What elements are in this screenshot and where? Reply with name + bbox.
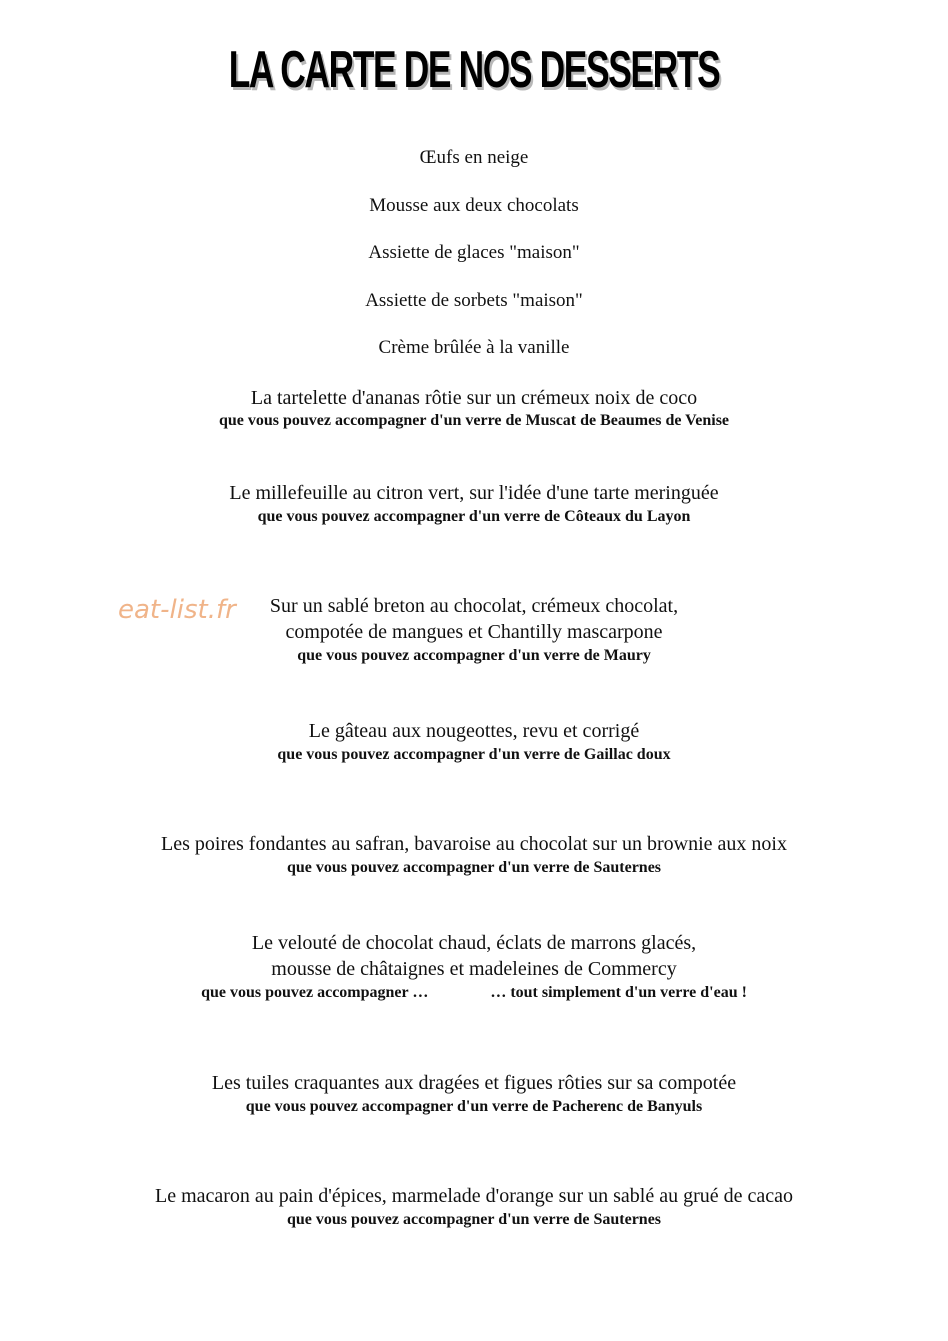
dessert-item-glaces: Assiette de glaces "maison" — [368, 242, 580, 263]
dessert-item-sorbets: Assiette de sorbets "maison" — [365, 290, 583, 311]
dessert-tuiles-craquantes: Les tuiles craquantes aux dragées et figues rôties sur sa compotée — [211, 1072, 737, 1094]
menu-title: LA CARTE DE NOS DESSERTS — [228, 41, 720, 99]
wine-pairing: que vous pouvez accompagner d'un verre de Gaillac doux — [277, 746, 671, 763]
pairing-part-1: que vous pouvez accompagner … — [201, 984, 429, 1001]
wine-pairing-water — [0, 982, 948, 1004]
wine-pairing: que vous pouvez accompagner d'un verre de Sauternes — [286, 1211, 662, 1228]
wine-pairing: que vous pouvez accompagner d'un verre de Maury — [297, 647, 651, 664]
dessert-sable-breton-line1: Sur un sablé breton au chocolat, crémeux chocolat, — [269, 595, 679, 617]
pairing-part-2: … tout simplement d'un verre d'eau ! — [490, 984, 747, 1001]
wine-pairing: que vous pouvez accompagner d'un verre de Côteaux du Layon — [257, 508, 691, 525]
dessert-item-creme-brulee: Crème brûlée à la vanille — [378, 337, 570, 358]
wine-pairing: que vous pouvez accompagner d'un verre de Sauternes — [286, 859, 662, 876]
dessert-millefeuille: Le millefeuille au citron vert, sur l'idée d'une tarte meringuée — [229, 482, 719, 504]
dessert-sable-breton-line2: compotée de mangues et Chantilly mascarpone — [285, 621, 663, 643]
dessert-poires-fondantes: Les poires fondantes au safran, bavaroise au chocolat sur un brownie aux noix — [161, 833, 787, 855]
dessert-tartelette-ananas: La tartelette d'ananas rôtie sur un crémeux noix de coco — [250, 387, 698, 409]
dessert-item-oeufs-en-neige: Œufs en neige — [419, 147, 529, 168]
dessert-veloute-chocolat-line2: mousse de châtaignes et madeleines de Commercy — [271, 958, 677, 980]
watermark-logo: eat-list.fr — [118, 595, 236, 625]
dessert-macaron-pain-epices: Le macaron au pain d'épices, marmelade d'orange sur un sablé au grué de cacao — [154, 1185, 794, 1207]
dessert-gateau-nougeottes: Le gâteau aux nougeottes, revu et corrigé — [308, 720, 640, 742]
dessert-item-mousse: Mousse aux deux chocolats — [369, 195, 579, 216]
wine-pairing: que vous pouvez accompagner d'un verre de Muscat de Beaumes de Venise — [218, 412, 730, 429]
wine-pairing: que vous pouvez accompagner d'un verre de Pacherenc de Banyuls — [245, 1098, 703, 1115]
dessert-veloute-chocolat-line1: Le velouté de chocolat chaud, éclats de marrons glacés, — [251, 932, 697, 954]
